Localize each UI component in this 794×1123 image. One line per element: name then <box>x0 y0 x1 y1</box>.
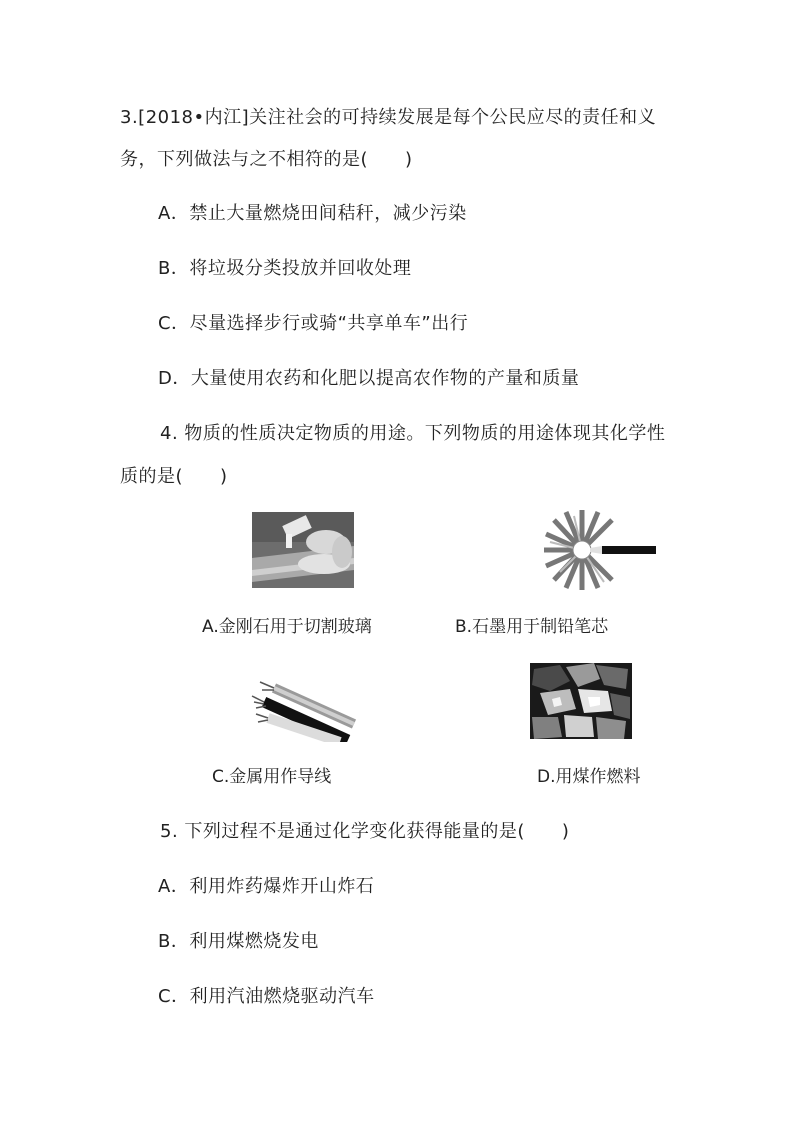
q4-caption-a: A.金刚石用于切割玻璃 <box>202 617 372 637</box>
q4-caption-b: B.石墨用于制铅笔芯 <box>455 617 609 637</box>
q3-option-c: C．尽量选择步行或骑“共享单车”出行 <box>158 313 469 334</box>
q5-option-c: C．利用汽油燃烧驱动汽车 <box>158 986 375 1007</box>
metal-wire-image <box>250 662 360 742</box>
q3-option-b: B．将垃圾分类投放并回收处理 <box>158 258 412 279</box>
q5-option-b: B．利用煤燃烧发电 <box>158 931 319 952</box>
coal-image <box>530 663 632 739</box>
q4-caption-d: D.用煤作燃料 <box>537 767 641 787</box>
q4-caption-c: C.金属用作导线 <box>212 767 332 787</box>
q5-stem: 5. 下列过程不是通过化学变化获得能量的是( ) <box>160 821 570 842</box>
q4-stem-line-2: 质的是( ) <box>120 466 228 487</box>
q5-option-a: A．利用炸药爆炸开山炸石 <box>158 876 375 897</box>
q3-option-d: D．大量使用农药和化肥以提高农作物的产量和质量 <box>158 368 580 389</box>
diamond-cutting-glass-image <box>252 512 354 588</box>
q3-stem-line-1: 3.[2018•内江]关注社会的可持续发展是每个公民应尽的责任和义 <box>120 107 657 128</box>
q3-stem-line-2: 务，下列做法与之不相符的是( ) <box>120 149 413 170</box>
graphite-pencil-image <box>540 510 658 590</box>
q4-stem-line-1: 4. 物质的性质决定物质的用途。下列物质的用途体现其化学性 <box>160 423 666 444</box>
q3-option-a: A．禁止大量燃烧田间秸秆，减少污染 <box>158 203 467 224</box>
